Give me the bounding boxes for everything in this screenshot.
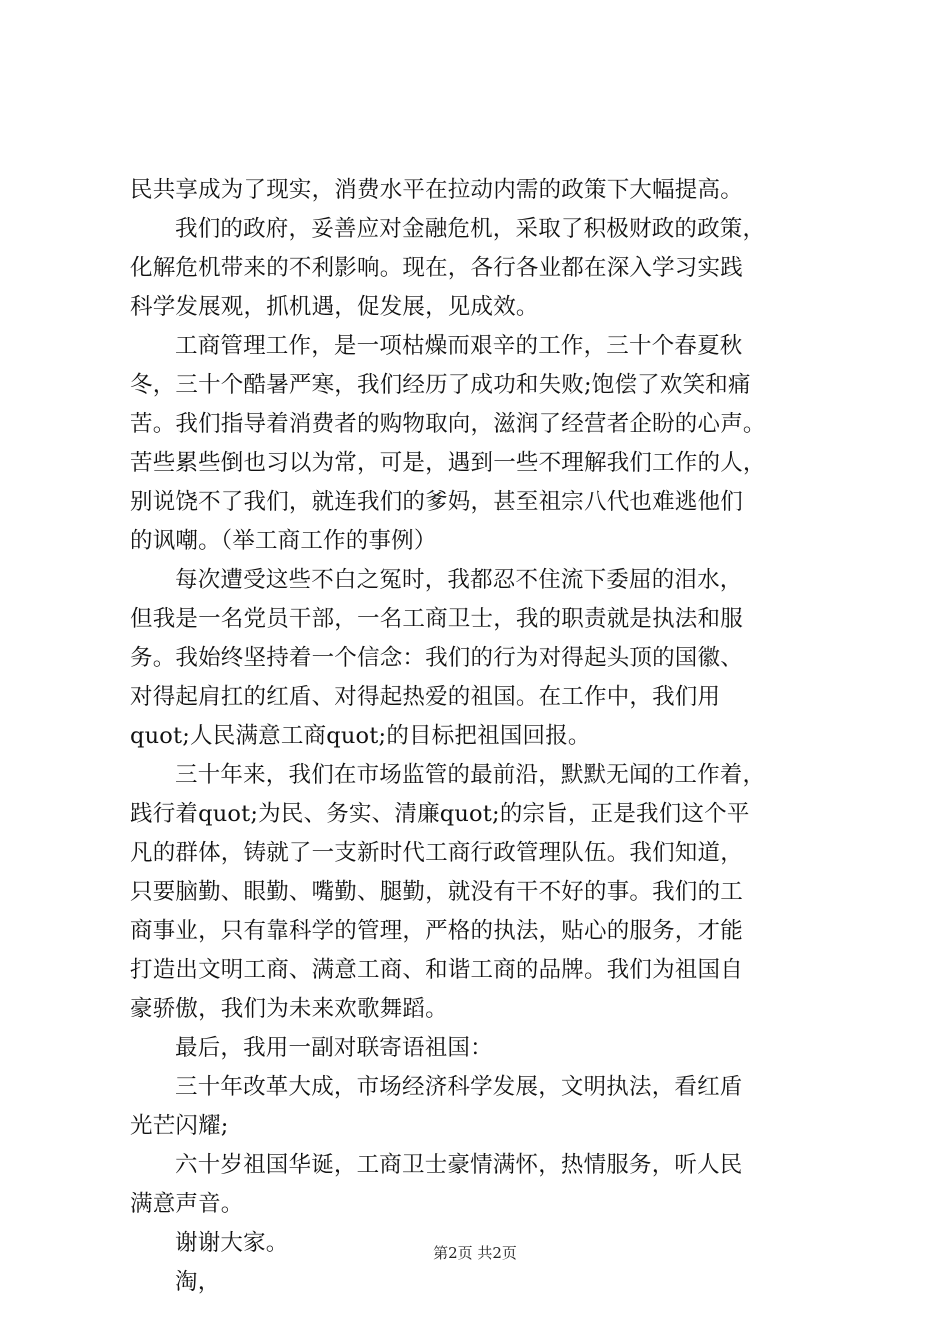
document-body	[130, 171, 865, 1302]
text-line: 化解危机带来的不利影响。现在，各行各业都在深入学习实践	[130, 255, 743, 281]
text-line: 对得起肩扛的红盾、对得起热爱的祖国。在工作中，我们用	[130, 684, 721, 710]
text-line: 商事业，只有靠科学的管理，严格的执法，贴心的服务，才能	[130, 918, 743, 944]
text-line: 别说饶不了我们，就连我们的爹妈，甚至祖宗八代也难逃他们	[130, 489, 743, 515]
text-line: 光芒闪耀;	[130, 1113, 229, 1139]
text-line: 冬，三十个酷暑严寒，我们经历了成功和失败;饱偿了欢笑和痛	[130, 372, 751, 398]
page-footer	[0, 1243, 950, 1263]
text-line: 每次遭受这些不白之冤时，我都忍不住流下委屈的泪水，	[175, 567, 743, 593]
text-line: 民共享成为了现实，消费水平在拉动内需的政策下大幅提高。	[130, 177, 743, 203]
text-line: quot;人民满意工商quot;的目标把祖国回报。	[130, 723, 591, 749]
page-number: 第2页 共2页	[433, 1244, 517, 1262]
text-line: 三十年来，我们在市场监管的最前沿，默默无闻的工作着，	[175, 762, 766, 788]
text-line: 豪骄傲，我们为未来欢歌舞蹈。	[130, 996, 448, 1022]
text-line: 谢谢大家。	[175, 1230, 289, 1256]
text-line: 打造出文明工商、满意工商、和谐工商的品牌。我们为祖国自	[130, 957, 743, 983]
text-line: 我们的政府，妥善应对金融危机，采取了积极财政的政策，	[175, 216, 766, 242]
text-line: 苦。我们指导着消费者的购物取向，滋润了经营者企盼的心声。	[130, 411, 766, 437]
text-line: 苦些累些倒也习以为常，可是，遇到一些不理解我们工作的人，	[130, 450, 766, 476]
text-line: 科学发展观，抓机遇，促发展，见成效。	[130, 294, 539, 320]
text-line: 淘，	[175, 1269, 221, 1295]
text-line: 但我是一名党员干部，一名工商卫士，我的职责就是执法和服	[130, 606, 743, 632]
text-line: 凡的群体，铸就了一支新时代工商行政管理队伍。我们知道，	[130, 840, 743, 866]
text-line: 务。我始终坚持着一个信念：我们的行为对得起头顶的国徽、	[130, 645, 743, 671]
text-line: 最后，我用一副对联寄语祖国：	[175, 1035, 493, 1061]
text-line: 工商管理工作，是一项枯燥而艰辛的工作，三十个春夏秋	[175, 333, 743, 359]
text-line: 践行着quot;为民、务实、清廉quot;的宗旨，正是我们这个平	[130, 801, 750, 827]
text-line: 六十岁祖国华诞，工商卫士豪情满怀，热情服务，听人民	[175, 1152, 743, 1178]
text-line: 的讽嘲。（举工商工作的事例）	[130, 528, 437, 554]
text-line: 满意声音。	[130, 1191, 244, 1217]
text-line: 三十年改革大成，市场经济科学发展，文明执法，看红盾	[175, 1074, 743, 1100]
text-line: 只要脑勤、眼勤、嘴勤、腿勤，就没有干不好的事。我们的工	[130, 879, 743, 905]
